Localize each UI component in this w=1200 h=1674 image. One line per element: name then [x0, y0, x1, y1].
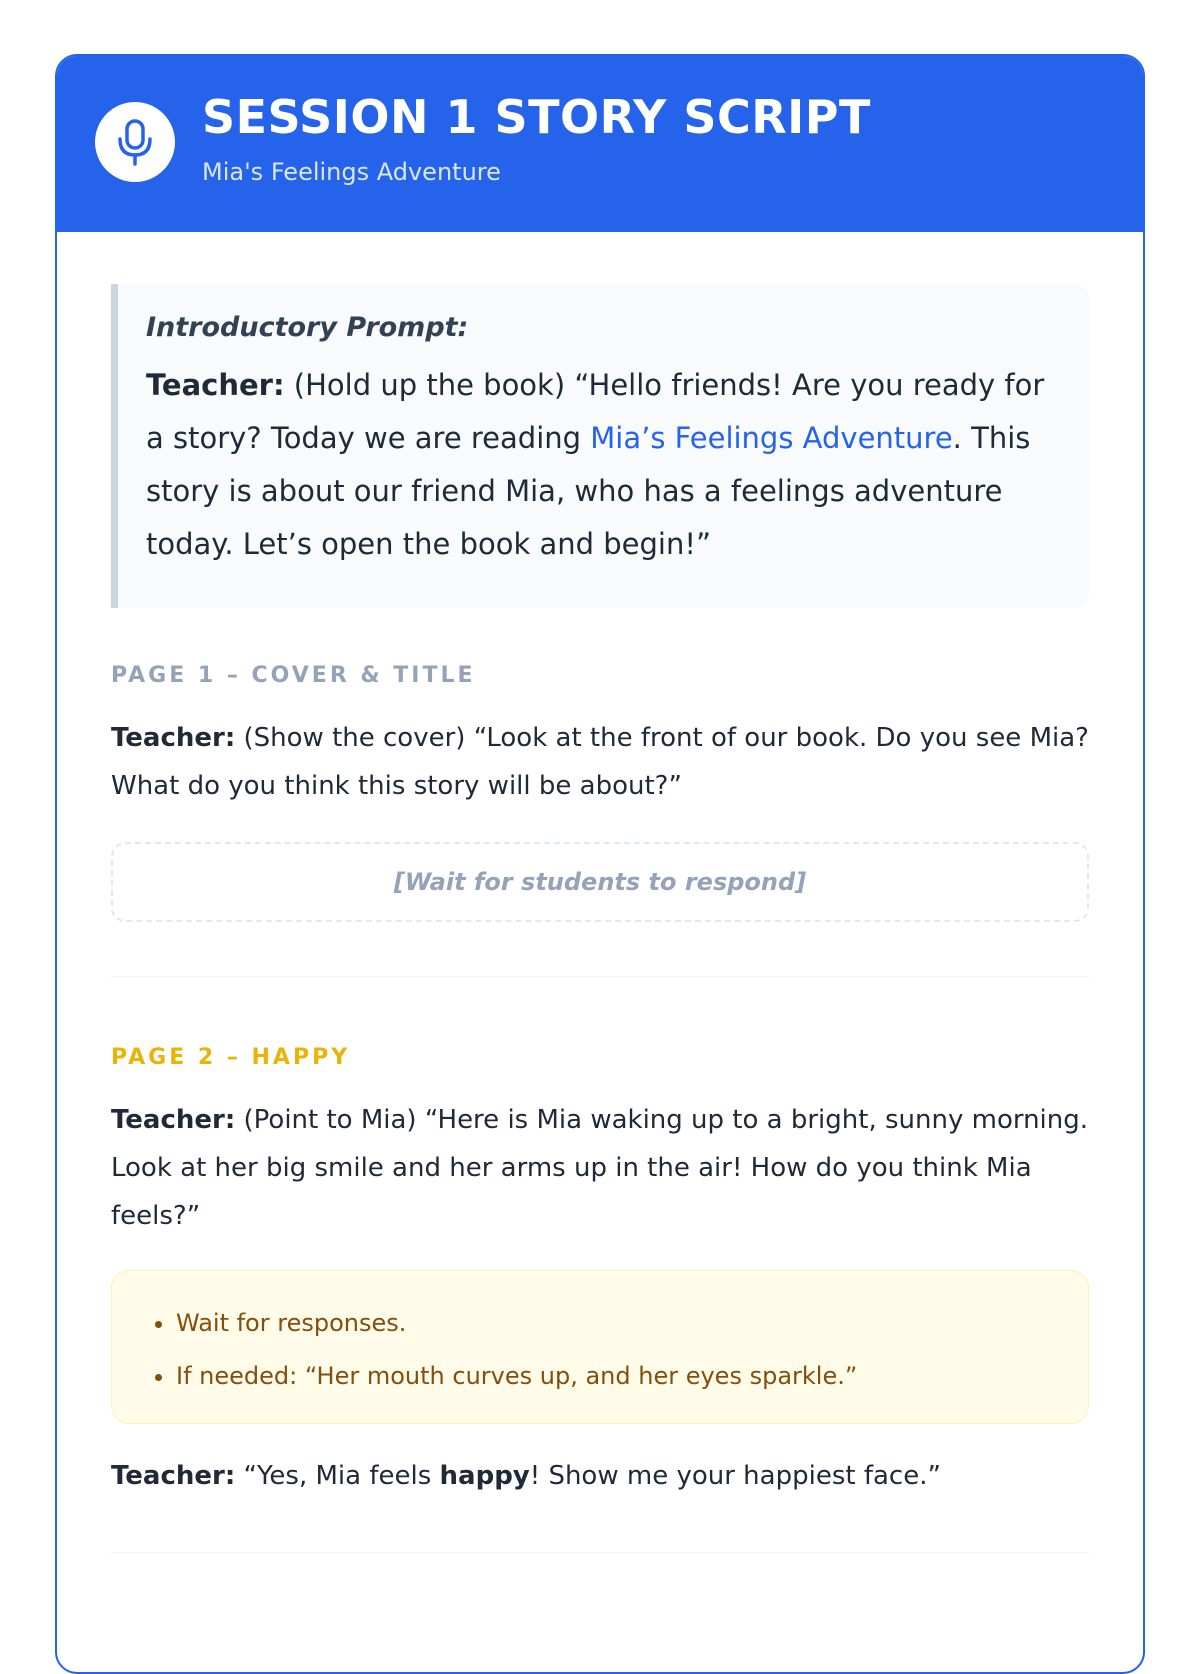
page2-speaker: Teacher:	[111, 1105, 236, 1135]
teacher-notes-box	[111, 1270, 1089, 1424]
page2-followup	[111, 1452, 1089, 1500]
intro-speaker: Teacher:	[146, 368, 285, 402]
list-item: • Wait for responses.	[176, 1297, 1060, 1350]
notes-list	[134, 1297, 1060, 1403]
script-body	[57, 232, 1143, 1553]
intro-text-before: (Hold up the book) “Hello friends! Are you ready for a story? Today we are reading	[146, 368, 1045, 455]
page-subtitle: Mia's Feelings Adventure	[202, 158, 501, 186]
card-header	[57, 56, 1143, 232]
wait-for-response-box	[111, 842, 1089, 922]
page2-line: (Point to Mia) “Here is Mia waking up to a bright, sunny morning. Look at her big smile and her arms up in the air! How do you think Mia feels?”	[111, 1105, 1089, 1231]
page2-label: PAGE 2 – HAPPY	[111, 1045, 351, 1070]
intro-label: Introductory Prompt:	[146, 312, 469, 343]
intro-text	[146, 359, 1059, 571]
page1-line: (Show the cover) “Look at the front of our book. Do you see Mia? What do you think this story will be about?”	[111, 723, 1089, 801]
page1-speaker: Teacher:	[111, 723, 236, 753]
introductory-prompt-box	[111, 284, 1089, 608]
page1-label: PAGE 1 – COVER & TITLE	[111, 663, 476, 688]
book-title-link[interactable]: Mia’s Feelings Adventure	[590, 421, 953, 455]
section-divider	[111, 1552, 1089, 1553]
story-script-card	[55, 54, 1145, 1674]
page1-text	[111, 714, 1089, 810]
microphone-icon	[113, 118, 157, 166]
microphone-badge	[95, 102, 175, 182]
list-item: • If needed: “Her mouth curves up, and her eyes sparkle.”	[176, 1350, 1060, 1403]
followup-after: ! Show me your happiest face.”	[529, 1461, 941, 1491]
followup-before: “Yes, Mia feels	[235, 1461, 440, 1491]
intro-text-after: . This story is about our friend Mia, who has a feelings adventure today. Let’s open the book and begin!”	[146, 421, 1031, 561]
wait-text: [Wait for students to respond]	[393, 868, 807, 896]
followup-speaker: Teacher:	[111, 1461, 236, 1491]
feeling-word: happy	[439, 1461, 530, 1491]
page-title: SESSION 1 STORY SCRIPT	[202, 90, 871, 144]
page2-text	[111, 1096, 1089, 1240]
